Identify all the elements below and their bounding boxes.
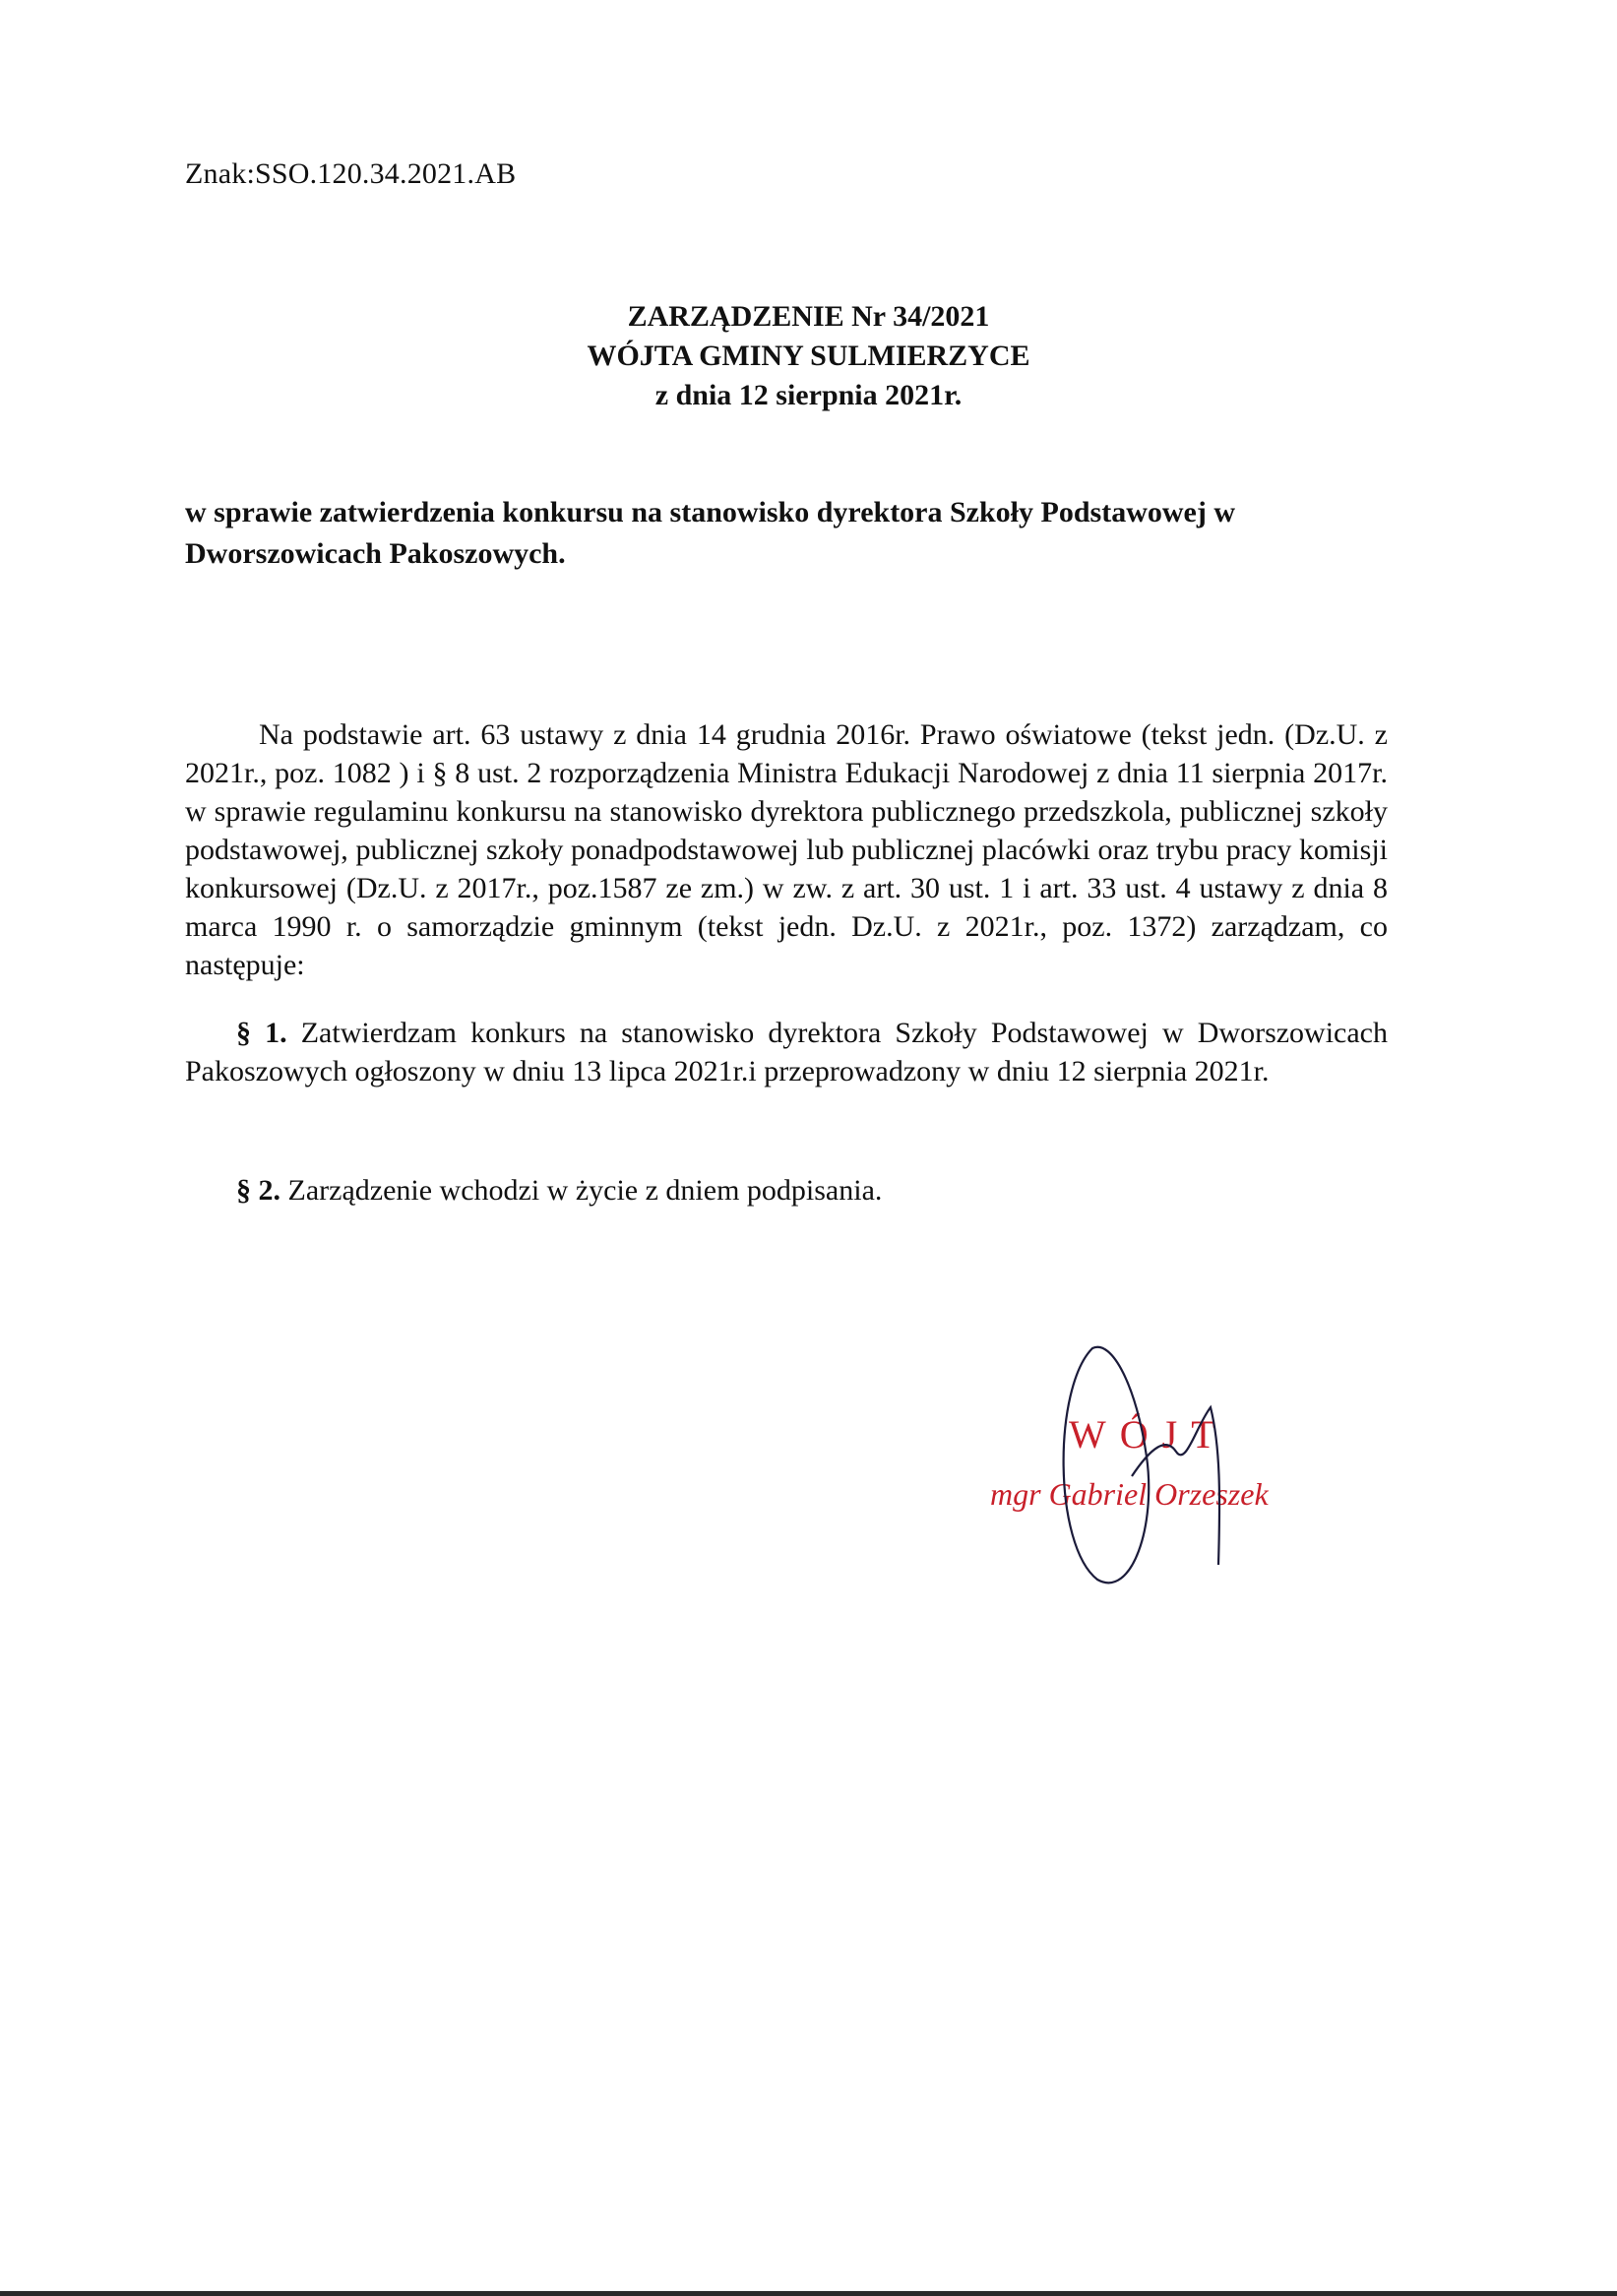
paragraph-2-text: Zarządzenie wchodzi w życie z dniem podpisania. <box>287 1174 883 1207</box>
signature-stamp-area <box>984 1329 1358 1604</box>
stamp-name: mgr Gabriel Orzeszek <box>990 1476 1269 1512</box>
title-line-ordinance: ZARZĄDZENIE Nr 34/2021 <box>627 300 990 333</box>
paragraph-2 <box>185 1171 1388 1210</box>
legal-basis-paragraph: Na podstawie art. 63 ustawy z dnia 14 grudnia 2016r. Prawo oświatowe (tekst jedn. (Dz.U. z 2021r., poz. 1082 ) i § 8 ust. 2 rozporządzenia Ministra Edukacji Narodowej z dnia 11 sierpnia 2017r. w sprawie regulaminu konkursu na stanowisko dyrektora publicznego przedszkola, publicznej szkoły podstawowej, publicznej szkoły ponadpodstawowej lub publicznej placówki oraz trybu pracy komisji konkursowej (Dz.U. z 2017r., poz.1587 ze zm.) w zw. z art. 30 ust. 1 i art. 33 ust. 4 ustawy z dnia 8 marca 1990 r. o samorządzie gminnym (tekst jedn. Dz.U. z 2021r., poz. 1372) zarządzam, co następuje: <box>185 718 1388 981</box>
document-subject: w sprawie zatwierdzenia konkursu na stanowisko dyrektora Szkoły Podstawowej w Dworszowicach Pakoszowych. <box>185 496 1235 570</box>
scan-bottom-edge <box>0 2291 1617 2296</box>
paragraph-1 <box>185 1014 1388 1090</box>
paragraph-2-sign: § 2. <box>236 1174 280 1207</box>
title-line-date: z dnia 12 sierpnia 2021r. <box>654 379 963 411</box>
stamp-title: WÓJT <box>1069 1412 1229 1457</box>
document-title <box>0 297 1617 415</box>
reference-number: Znak:SSO.120.34.2021.AB <box>185 157 517 190</box>
title-line-issuer: WÓJTA GMINY SULMIERZYCE <box>587 340 1030 372</box>
paragraph-1-sign: § 1. <box>236 1017 287 1049</box>
paragraph-1-text: Zatwierdzam konkurs na stanowisko dyrektora Szkoły Podstawowej w Dworszowicach Pakoszowych ogłoszony w dniu 13 lipca 2021r.i przeprowadzony w dniu 12 sierpnia 2021r. <box>185 1017 1389 1087</box>
handwritten-signature <box>984 1329 1358 1604</box>
